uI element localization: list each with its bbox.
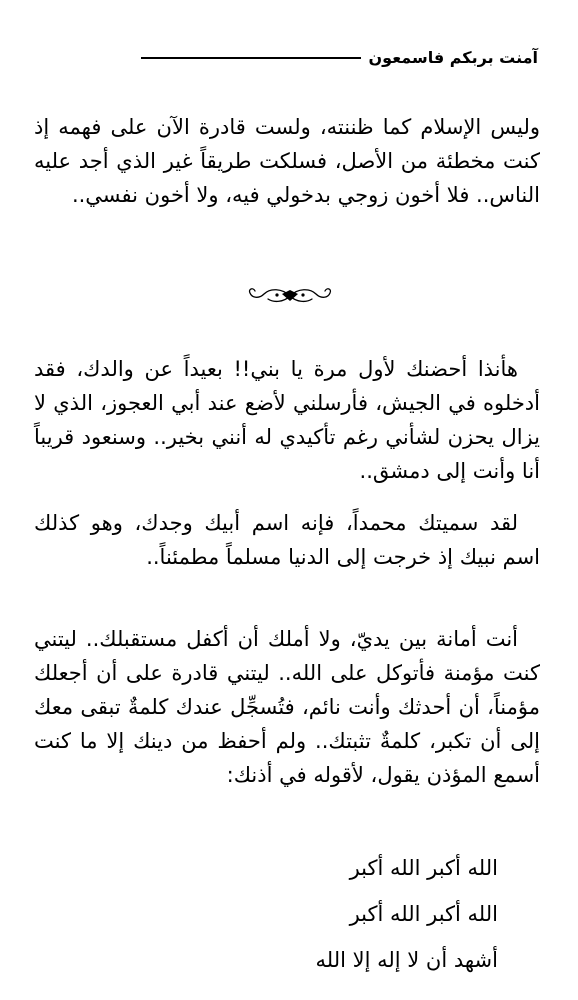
verse-line: الله أكبر الله أكبر — [349, 856, 498, 880]
running-header — [141, 48, 538, 67]
verse-line: الله أكبر الله أكبر — [349, 902, 498, 926]
header-rule — [141, 57, 361, 59]
paragraph-1: وليس الإسلام كما ظننته، ولست قادرة الآن على فهمه إذ كنت مخطئة من الأصل، فسلكت طريقاً غير الذي أجد عليه الناس.. فلا أخون زوجي بدخولي فيه، ولا أخون نفسي.. — [34, 115, 540, 207]
floral-divider-icon — [244, 282, 336, 310]
paragraph-3: لقد سميتك محمداً، فإنه اسم أبيك وجدك، وهو كذلك اسم نبيك إذ خرجت إلى الدنيا مسلماً مطمئناً.. — [34, 511, 540, 569]
verse-line: أشهد أن لا إله إلا الله — [315, 948, 498, 972]
header-title: آمنت بربكم فاسمعون — [368, 48, 538, 67]
adhan-verses — [58, 845, 498, 983]
paragraph-4: أنت أمانة بين يديّ، ولا أملك أن أكفل مستقبلك.. ليتني كنت مؤمنة فأتوكل على الله.. ليتني قادرة على أن أجعلك مؤمناً، أن أحدثك وأنت نائم، فتُسجِّل عندك كلمةٌ تبقى معك إلى أن تكبر، كلمةٌ تثبتك.. ولم أحفظ من دينك إلا ما كنت أسمع المؤذن يقول، لأقوله في أذنك: — [34, 627, 540, 787]
paragraph-2: هأنذا أحضنك لأول مرة يا بني!! بعيداً عن والدك، فقد أدخلوه في الجيش، فأرسلني لأضع عند أبي العجوز، الذي لا يزال يحزن لشأني رغم تأكيدي له أنني بخير.. وسنعود قريباً أنا وأنت إلى دمشق.. — [34, 357, 540, 483]
